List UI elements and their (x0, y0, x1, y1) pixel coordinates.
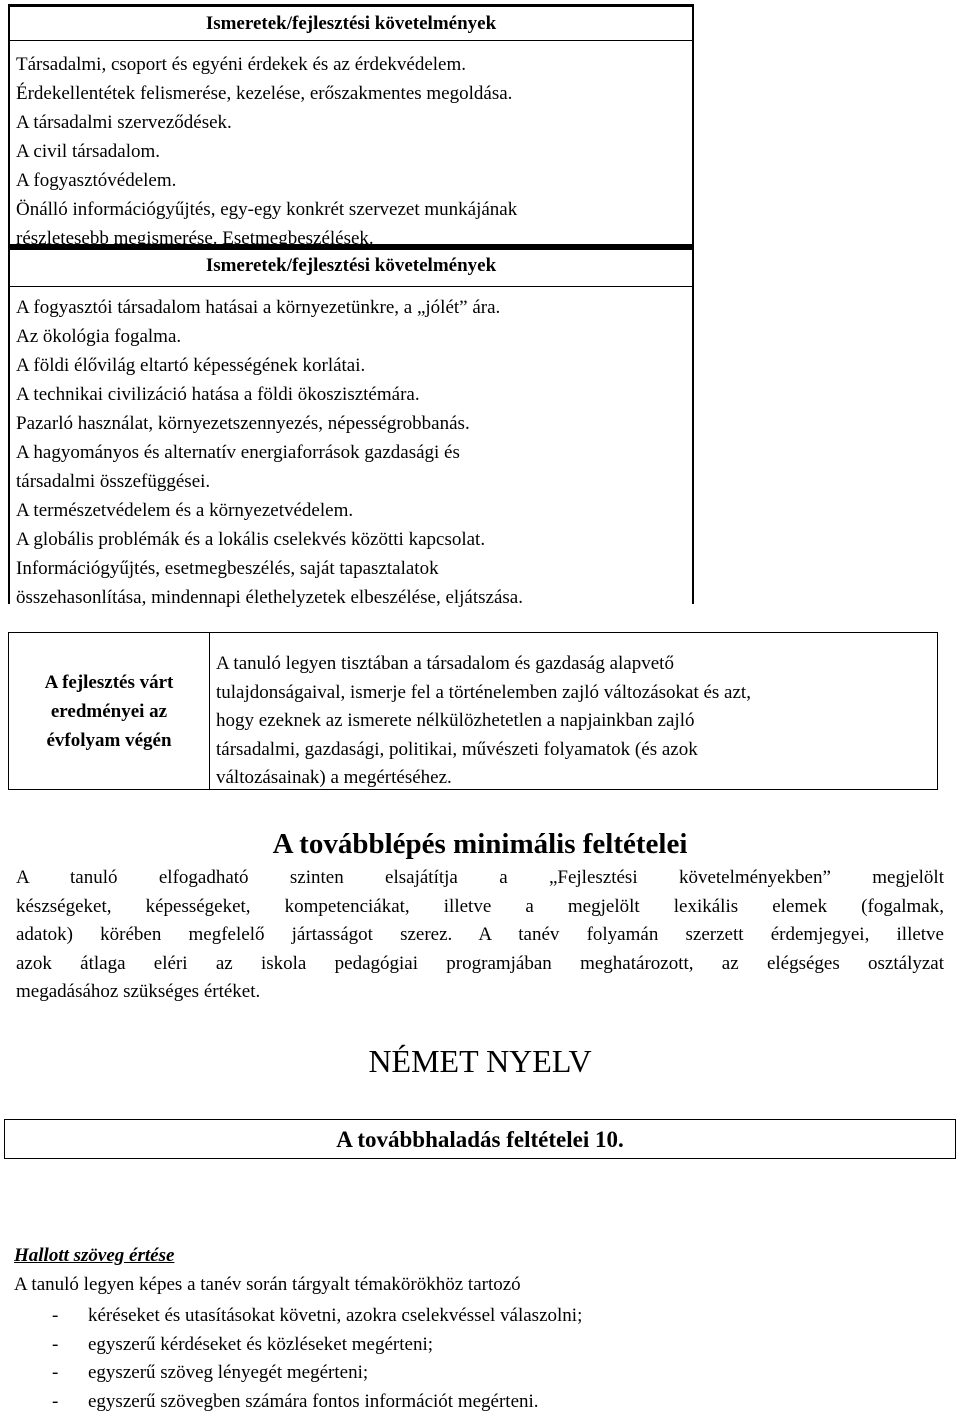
expected-outcomes-table (8, 632, 938, 790)
list-item (52, 1388, 582, 1416)
content-line: A fogyasztóvédelem. (16, 170, 177, 191)
paragraph-line: azok átlaga eléri az iskola pedagógiai programjában meghatározott, az elégséges osztályzat (16, 952, 944, 974)
listening-list (52, 1302, 582, 1416)
paragraph-line: adatok) körében megfelelő jártasságot szerez. A tanév folyamán szerzett érdemjegyei, illetve (16, 924, 944, 946)
list-item-text: egyszerű kérdéseket és közléseket megérteni; (88, 1333, 434, 1355)
table-header: Ismeretek/fejlesztési követelmények (10, 250, 692, 287)
content-line: Önálló információgyűjtés, egy-egy konkrét szervezet munkájának (16, 199, 518, 220)
content-line: A globális problémák és a lokális cselekvés közötti kapcsolat. (16, 529, 486, 550)
content-line: Az ökológia fogalma. (16, 326, 182, 347)
content-line: A technikai civilizáció hatása a földi ökoszisztémára. (16, 384, 420, 405)
outcome-line: változásainak) a megértéséhez. (216, 767, 452, 788)
list-item (52, 1302, 582, 1331)
dash-marker: - (52, 1390, 59, 1412)
table-content (10, 41, 692, 253)
content-line: A civil társadalom. (16, 141, 161, 162)
outcome-text (210, 633, 937, 789)
list-item-text: egyszerű szövegben számára fontos információt megérteni. (88, 1390, 539, 1412)
listening-intro: A tanuló legyen képes a tanév során tárgyalt témakörökhöz tartozó (14, 1274, 521, 1295)
content-line: Pazarló használat, környezetszennyezés, népességrobbanás. (16, 413, 470, 434)
list-item (52, 1331, 582, 1360)
content-line: összehasonlítása, mindennapi élethelyzetek elbeszélése, eljátszása. (16, 587, 523, 608)
paragraph-line: megadásához szükséges értéket. (16, 981, 261, 1003)
content-line: A hagyományos és alternatív energiaforrások gazdasági és (16, 442, 460, 463)
section-heading: A továbblépés minimális feltételei (272, 828, 688, 860)
framed-title: A továbbhaladás feltételei 10. (4, 1119, 956, 1159)
outcome-label-line: eredményei az (50, 700, 168, 722)
outcome-label-line: A fejlesztés várt (44, 671, 174, 693)
subject-heading: NÉMET NYELV (368, 1043, 592, 1079)
outcome-label (9, 633, 210, 789)
content-line: társadalmi összefüggései. (16, 471, 211, 492)
content-line: Érdekellentétek felismerése, kezelése, erőszakmentes megoldása. (16, 83, 513, 104)
outcome-line: hogy ezeknek az ismerete nélkülözhetetlen a napjainkban zajló (216, 710, 695, 731)
dash-marker: - (52, 1305, 59, 1326)
list-item (52, 1359, 582, 1388)
content-line: A társadalmi szerveződések. (16, 112, 232, 133)
dash-marker: - (52, 1333, 59, 1355)
minimum-conditions-paragraph (16, 864, 944, 1007)
list-item-text: egyszerű szöveg lényegét megérteni; (88, 1362, 369, 1383)
paragraph-line: készségeket, képességeket, kompetenciákat, illetve a megjelölt lexikális elemek (fogalmak, (16, 895, 944, 917)
listening-subheading: Hallott szöveg értése (14, 1245, 175, 1266)
content-line: Információgyűjtés, esetmegbeszélés, saját tapasztalatok (16, 558, 439, 579)
requirements-table-1 (8, 4, 694, 249)
outcome-line: tulajdonságaival, ismerje fel a történelemben zajló változásokat és azt, (216, 681, 751, 703)
list-item-text: kéréseket és utasításokat követni, azokra cselekvéssel válaszolni; (88, 1305, 583, 1326)
table-content (10, 287, 692, 612)
table-header: Ismeretek/fejlesztési követelmények (10, 7, 692, 41)
content-line: Társadalmi, csoport és egyéni érdekek és az érdekvédelem. (16, 54, 466, 75)
outcome-label-line: évfolyam végén (46, 729, 172, 751)
outcome-line: A tanuló legyen tisztában a társadalom és gazdaság alapvető (216, 653, 674, 674)
dash-marker: - (52, 1362, 59, 1383)
outcome-line: társadalmi, gazdasági, politikai, művészeti folyamatok (és azok (216, 738, 698, 760)
content-line: részletesebb megismerése. Esetmegbeszélések. (16, 228, 374, 249)
content-line: A fogyasztói társadalom hatásai a környezetünkre, a „jólét” ára. (16, 297, 501, 318)
requirements-table-2 (8, 246, 694, 608)
content-line: A természetvédelem és a környezetvédelem. (16, 500, 354, 521)
content-line: A földi élővilág eltartó képességének korlátai. (16, 355, 366, 376)
paragraph-line: A tanuló elfogadható szinten elsajátítja a „Fejlesztési követelményekben” megjelölt (16, 867, 944, 888)
